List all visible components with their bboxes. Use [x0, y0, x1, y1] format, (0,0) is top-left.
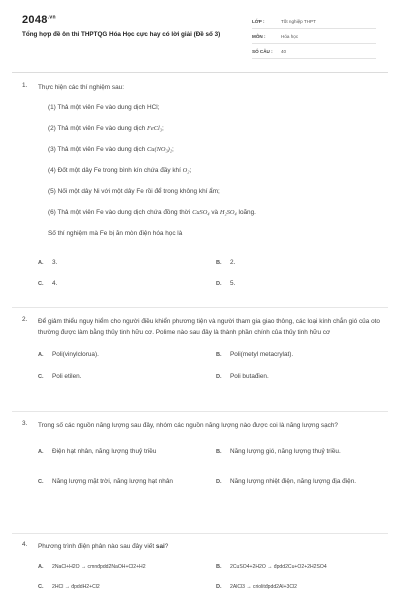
question-divider — [12, 411, 388, 412]
answer-option-c[interactable] — [38, 372, 210, 382]
option-letter: A. — [38, 449, 44, 455]
question-emphasis: sai — [155, 543, 165, 550]
question-divider — [12, 307, 388, 308]
option-letter: D. — [216, 374, 222, 380]
question-3 — [22, 420, 382, 493]
option-letter: C. — [38, 374, 44, 380]
option-text: 5. — [230, 280, 236, 287]
option-text: 2AlCl3 → criolitđpdd2Al+3Cl2 — [230, 584, 297, 590]
experiment-line — [48, 102, 382, 123]
option-text: Poli(vinylclorua). — [52, 351, 99, 358]
answer-option-b[interactable] — [216, 350, 388, 360]
meta-row-subject — [252, 29, 376, 44]
answer-option-c[interactable] — [38, 471, 210, 493]
line-text: ; — [162, 125, 164, 132]
meta-row-class — [252, 14, 376, 29]
question-number: 1. — [22, 82, 28, 89]
option-letter: A. — [38, 352, 44, 358]
question-text — [38, 541, 382, 552]
question-number: 2. — [22, 316, 28, 323]
line-text: (2) Thả một viên Fe vào dung dịch — [48, 125, 147, 132]
question-number: 4. — [22, 541, 28, 548]
question-intro: Thực hiện các thí nghiệm sau: — [38, 84, 124, 91]
answer-option-d[interactable] — [216, 582, 388, 592]
exam-meta-table — [252, 14, 376, 59]
answer-options — [38, 441, 382, 493]
option-text: 2NaCl+H2O → cmnđpdd2NaOH+Cl2+H2 — [52, 564, 146, 570]
chemical-formula: CuSO₄ — [192, 209, 210, 216]
meta-value: Tốt nghiệp THPT — [281, 18, 316, 24]
logo-text: 2048 — [22, 14, 48, 26]
line-text: loãng. — [236, 209, 256, 216]
option-text: Điện hạt nhân, năng lượng thuỷ triều — [52, 448, 157, 455]
answer-options — [38, 258, 382, 289]
option-text: 2HCl → đpddH2+Cl2 — [52, 584, 100, 590]
meta-row-count — [252, 44, 376, 59]
header-divider — [12, 72, 388, 73]
option-text: 2. — [230, 259, 236, 266]
option-letter: A. — [38, 564, 44, 570]
meta-label: LỚP : — [252, 18, 265, 24]
experiment-line — [48, 144, 382, 165]
option-letter: C. — [38, 584, 44, 590]
option-letter: B. — [216, 260, 222, 266]
option-text: Poli(metyl metacrylat). — [230, 351, 294, 358]
meta-label: SỐ CÂU : — [252, 48, 273, 54]
answer-option-d[interactable] — [216, 279, 388, 289]
line-text: (6) Thả một viên Fe vào dung dịch chứa đồng thời — [48, 209, 193, 216]
option-text: 2CuSO4+2H2O → đpdd2Cu+O2+2H2SO4 — [230, 564, 327, 570]
option-letter: C. — [38, 479, 44, 485]
chemical-formula: Cu(NO₃)₂ — [147, 146, 173, 153]
question-text: Trong số các nguồn năng lượng sau đây, nhóm các nguồn năng lượng nào được coi là năng lượng sạch? — [38, 422, 338, 429]
option-text: Poli butađien. — [230, 373, 269, 380]
question-divider — [12, 533, 388, 534]
answer-option-a[interactable] — [38, 350, 210, 360]
experiment-line — [48, 186, 382, 207]
question-2 — [22, 316, 382, 382]
experiment-line — [48, 207, 382, 228]
question-1 — [22, 82, 382, 289]
answer-option-b[interactable] — [216, 441, 388, 463]
answer-option-c[interactable] — [38, 279, 210, 289]
chemical-formula: H₂SO₄ — [219, 209, 237, 216]
option-text: Năng lượng mặt trời, năng lượng hạt nhân — [52, 478, 173, 485]
experiment-line — [48, 165, 382, 186]
option-text: Năng lượng nhiệt điện, năng lượng địa điện. — [230, 478, 357, 485]
option-letter: B. — [216, 352, 222, 358]
experiment-line — [48, 123, 382, 144]
chemical-formula: O₂ — [182, 167, 190, 174]
question-text-part: Phương trình điện phân nào sau đây viết — [38, 543, 156, 550]
chemical-formula: FeCl₃ — [147, 125, 162, 132]
site-logo[interactable] — [22, 14, 56, 26]
meta-value: Hóa học — [281, 33, 299, 39]
meta-label: MÔN : — [252, 33, 266, 39]
line-text: ; — [189, 167, 192, 174]
answer-option-b[interactable] — [216, 562, 388, 572]
line-text: (5) Nối một dây Ni với một dây Fe rồi để trong không khí ẩm; — [48, 188, 220, 195]
question-prompt: Số thí nghiệm mà Fe bị ăn mòn điện hóa học là — [48, 230, 183, 237]
answer-option-c[interactable] — [38, 582, 210, 592]
question-text-part: ? — [164, 543, 169, 550]
option-text: Năng lượng gió, năng lượng thuỷ triều. — [230, 448, 341, 455]
meta-value: 40 — [281, 48, 287, 54]
option-text: Poli etilen. — [52, 373, 82, 380]
answer-options — [38, 562, 382, 592]
document-title: Tổng hợp đề ôn thi THPTQG Hóa Học cực hay có lời giải (Đề số 3) — [22, 31, 221, 38]
option-letter: D. — [216, 584, 222, 590]
answer-option-a[interactable] — [38, 562, 210, 572]
answer-option-b[interactable] — [216, 258, 388, 268]
line-text: (1) Thả một viên Fe vào dung dịch HCl; — [48, 104, 160, 111]
option-letter: C. — [38, 281, 44, 287]
answer-option-a[interactable] — [38, 258, 210, 268]
option-letter: A. — [38, 260, 44, 266]
option-text: 4. — [52, 280, 58, 287]
line-text: (4) Đốt một dây Fe trong bình kín chứa đầy khí — [48, 167, 183, 174]
option-letter: B. — [216, 449, 222, 455]
question-text: Để giảm thiểu nguy hiểm cho người điều khiển phương tiện và người tham gia giao thông, các loại kính chắn gió của oto thường được làm bằng thủy tinh hữu cơ. Polime nào sau đây là thành phần chính của thủy tinh hữu cơ — [38, 318, 380, 336]
line-text: (3) Thả một viên Fe vào dung dịch — [48, 146, 147, 153]
question-number: 3. — [22, 420, 28, 427]
answer-options — [38, 350, 382, 382]
logo-suffix: .vn — [47, 14, 56, 21]
line-text: và — [209, 209, 220, 216]
line-text: ; — [172, 146, 174, 153]
option-letter: B. — [216, 564, 222, 570]
document-header — [0, 0, 400, 64]
option-letter: D. — [216, 281, 222, 287]
question-4 — [22, 541, 382, 592]
answer-option-a[interactable] — [38, 441, 210, 463]
answer-option-d[interactable] — [216, 372, 388, 382]
option-letter: D. — [216, 479, 222, 485]
answer-option-d[interactable] — [216, 471, 388, 493]
option-text: 3. — [52, 259, 58, 266]
